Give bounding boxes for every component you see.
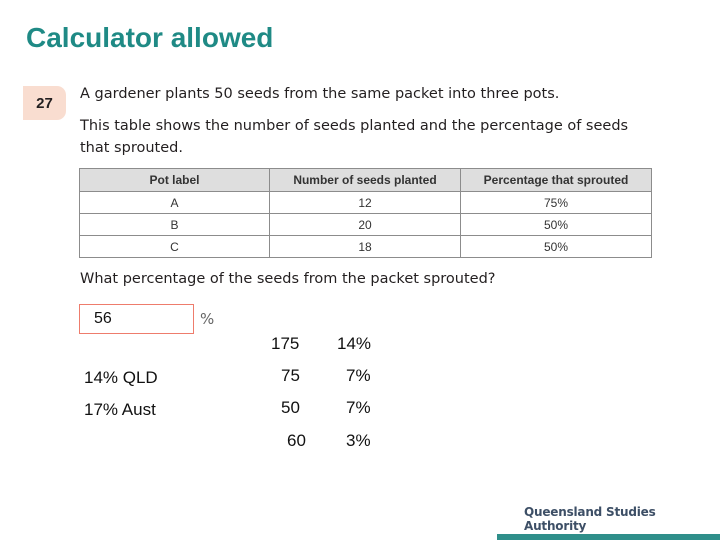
note-number: 75 [281,366,300,385]
note-number: 60 [287,431,306,450]
question-number-badge: 27 [23,86,66,120]
question-text-line-3: that sprouted. [80,140,183,156]
cell-pot-label: B [80,214,270,236]
qsa-logo-text: Queensland Studies Authority [524,505,656,533]
question-text-line-1: A gardener plants 50 seeds from the same packet into three pots. [80,86,560,102]
note-percentage: 7% [346,398,371,417]
table-row [80,192,652,214]
question-text-line-2: This table shows the number of seeds planted and the percentage of seeds [80,118,629,134]
header-percentage-sprouted: Percentage that sprouted [461,169,652,192]
header-pot-label: Pot label [80,169,270,192]
note-number: 50 [281,398,300,417]
answer-unit-label: % [200,310,215,328]
note-aust-percentage: 17% Aust [84,400,156,419]
answer-value: 56 [94,310,112,327]
table-row [80,214,652,236]
table-header-row [80,169,652,192]
table-row [80,236,652,258]
cell-pot-label: C [80,236,270,258]
question-prompt: What percentage of the seeds from the packet sprouted? [80,271,496,287]
cell-seeds-planted: 20 [270,214,461,236]
cell-percentage-sprouted: 75% [461,192,652,214]
note-qld-percentage: 14% QLD [84,368,158,387]
cell-seeds-planted: 12 [270,192,461,214]
seeds-table [79,168,652,258]
note-number: 175 [271,334,300,353]
note-percentage: 14% [337,334,372,353]
footer-bar [497,534,720,540]
note-percentage: 3% [346,431,371,450]
cell-seeds-planted: 18 [270,236,461,258]
cell-percentage-sprouted: 50% [461,236,652,258]
slide-title: Calculator allowed [26,22,274,53]
note-percentage: 7% [346,366,371,385]
cell-percentage-sprouted: 50% [461,214,652,236]
header-seeds-planted: Number of seeds planted [270,169,461,192]
cell-pot-label: A [80,192,270,214]
